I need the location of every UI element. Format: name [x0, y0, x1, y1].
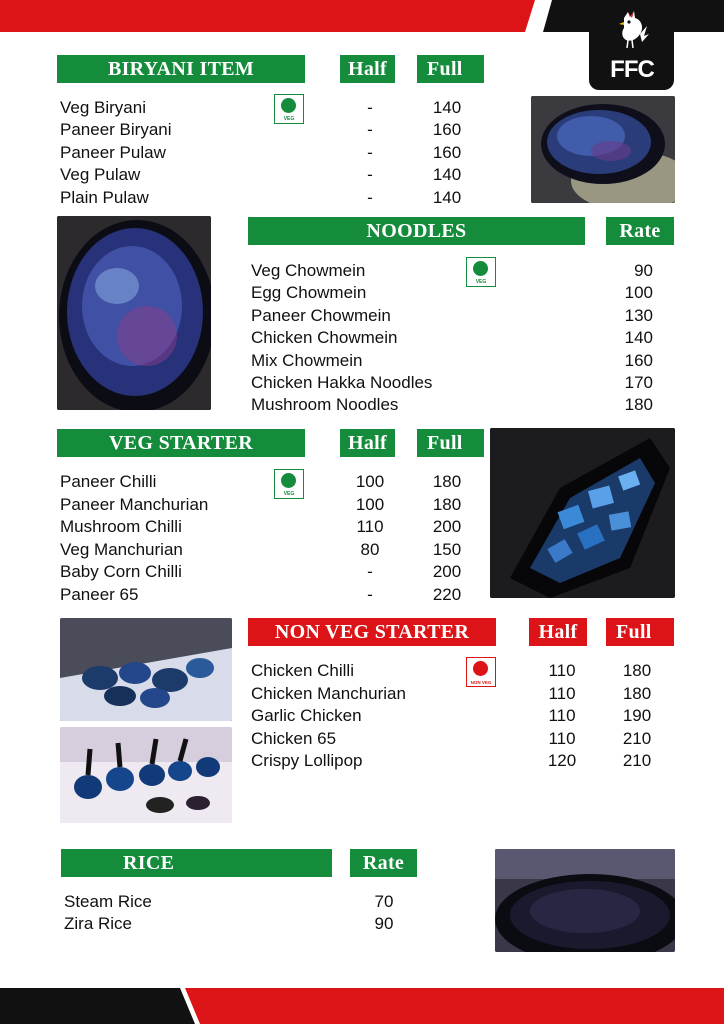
price-full: 180 [622, 684, 652, 703]
list-item: Mushroom Noodles [251, 395, 399, 414]
list-item: Paneer Pulaw [60, 143, 166, 162]
list-item: Egg Chowmein [251, 283, 367, 302]
price-half: 110 [548, 729, 576, 748]
noodles-rate-header: Rate [606, 217, 674, 245]
price-half: 100 [355, 495, 385, 514]
price-half: 110 [548, 706, 576, 725]
bottom-banner [0, 988, 724, 1024]
price-half: - [367, 98, 373, 117]
non-veg-starter-half-header: Half [529, 618, 587, 646]
biryani-full-header: Full [417, 55, 484, 83]
list-item: Veg Chowmein [251, 261, 366, 280]
price-half: - [367, 143, 373, 162]
rooster-icon [614, 10, 650, 50]
list-item: Mix Chowmein [251, 351, 363, 370]
brand-logo [589, 0, 674, 90]
list-item: Paneer 65 [60, 585, 139, 604]
non-veg-mark-label: NON VEG [470, 680, 492, 685]
price-rate: 90 [634, 261, 653, 280]
price-full: 210 [622, 751, 652, 770]
price-full: 140 [432, 188, 462, 207]
price-half: 120 [547, 751, 577, 770]
rice-title: RICE [61, 849, 332, 877]
price-full: 200 [432, 562, 462, 581]
price-rate: 90 [374, 914, 394, 933]
list-item: Chicken Chilli [251, 661, 354, 680]
list-item: Chicken 65 [251, 729, 337, 748]
list-item: Garlic Chicken [251, 706, 362, 725]
list-item: Veg Biryani [60, 98, 146, 117]
list-item: Plain Pulaw [60, 188, 149, 207]
list-item: Chicken Chowmein [251, 328, 398, 347]
price-full: 180 [432, 495, 462, 514]
price-rate: 130 [624, 306, 653, 325]
veg-starter-title: VEG STARTER [57, 429, 305, 457]
list-item: Veg Pulaw [60, 165, 141, 184]
veg-starter-full-header: Full [417, 429, 484, 457]
price-full: 210 [622, 729, 652, 748]
biryani-photo [531, 96, 675, 203]
biryani-half-header: Half [340, 55, 395, 83]
non-veg-mark-icon [466, 657, 496, 687]
list-item: Paneer Manchurian [60, 495, 209, 514]
veg-mark-label: VEG [283, 491, 295, 497]
non-veg-starter-full-header: Full [606, 618, 674, 646]
noodles-photo [57, 216, 211, 410]
non-veg-photo-1 [60, 618, 232, 721]
price-full: 150 [432, 540, 462, 559]
non-veg-starter-title: NON VEG STARTER [248, 618, 496, 646]
veg-mark-label: VEG [283, 116, 295, 122]
list-item: Crispy Lollipop [251, 751, 363, 770]
price-full: 200 [432, 517, 462, 536]
list-item: Steam Rice [64, 892, 152, 911]
list-item: Paneer Chowmein [251, 306, 391, 325]
rice-photo [495, 849, 675, 952]
veg-mark-icon [274, 94, 304, 124]
veg-mark-label: VEG [475, 279, 487, 285]
price-rate: 160 [624, 351, 653, 370]
price-half: - [367, 188, 373, 207]
rice-rate-header: Rate [350, 849, 417, 877]
veg-mark-icon [274, 469, 304, 499]
list-item: Chicken Manchurian [251, 684, 406, 703]
veg-starter-half-header: Half [340, 429, 395, 457]
price-full: 190 [622, 706, 652, 725]
price-full: 140 [432, 165, 462, 184]
price-full: 180 [432, 472, 462, 491]
biryani-title: BIRYANI ITEM [57, 55, 305, 83]
price-rate: 180 [624, 395, 653, 414]
price-full: 220 [432, 585, 462, 604]
price-half: - [367, 165, 373, 184]
price-half: - [367, 120, 373, 139]
price-rate: 170 [624, 373, 653, 392]
list-item: Chicken Hakka Noodles [251, 373, 433, 392]
price-rate: 140 [624, 328, 653, 347]
list-item: Paneer Chilli [60, 472, 157, 491]
non-veg-photo-2 [60, 727, 232, 823]
list-item: Zira Rice [64, 914, 133, 933]
veg-starter-photo [490, 428, 675, 598]
list-item: Veg Manchurian [60, 540, 183, 559]
price-full: 160 [432, 120, 462, 139]
price-full: 160 [432, 143, 462, 162]
price-full: 180 [622, 661, 652, 680]
list-item: Paneer Biryani [60, 120, 172, 139]
price-rate: 70 [374, 892, 394, 911]
list-item: Mushroom Chilli [60, 517, 182, 536]
price-half: - [367, 585, 373, 604]
price-half: - [367, 562, 373, 581]
price-half: 110 [548, 684, 576, 703]
price-half: 80 [360, 540, 380, 559]
price-half: 110 [356, 517, 384, 536]
price-half: 110 [548, 661, 576, 680]
list-item: Baby Corn Chilli [60, 562, 182, 581]
price-full: 140 [432, 98, 462, 117]
price-half: 100 [355, 472, 385, 491]
price-rate: 100 [624, 283, 653, 302]
noodles-title: NOODLES [248, 217, 585, 245]
logo-text: FFC [610, 56, 654, 83]
